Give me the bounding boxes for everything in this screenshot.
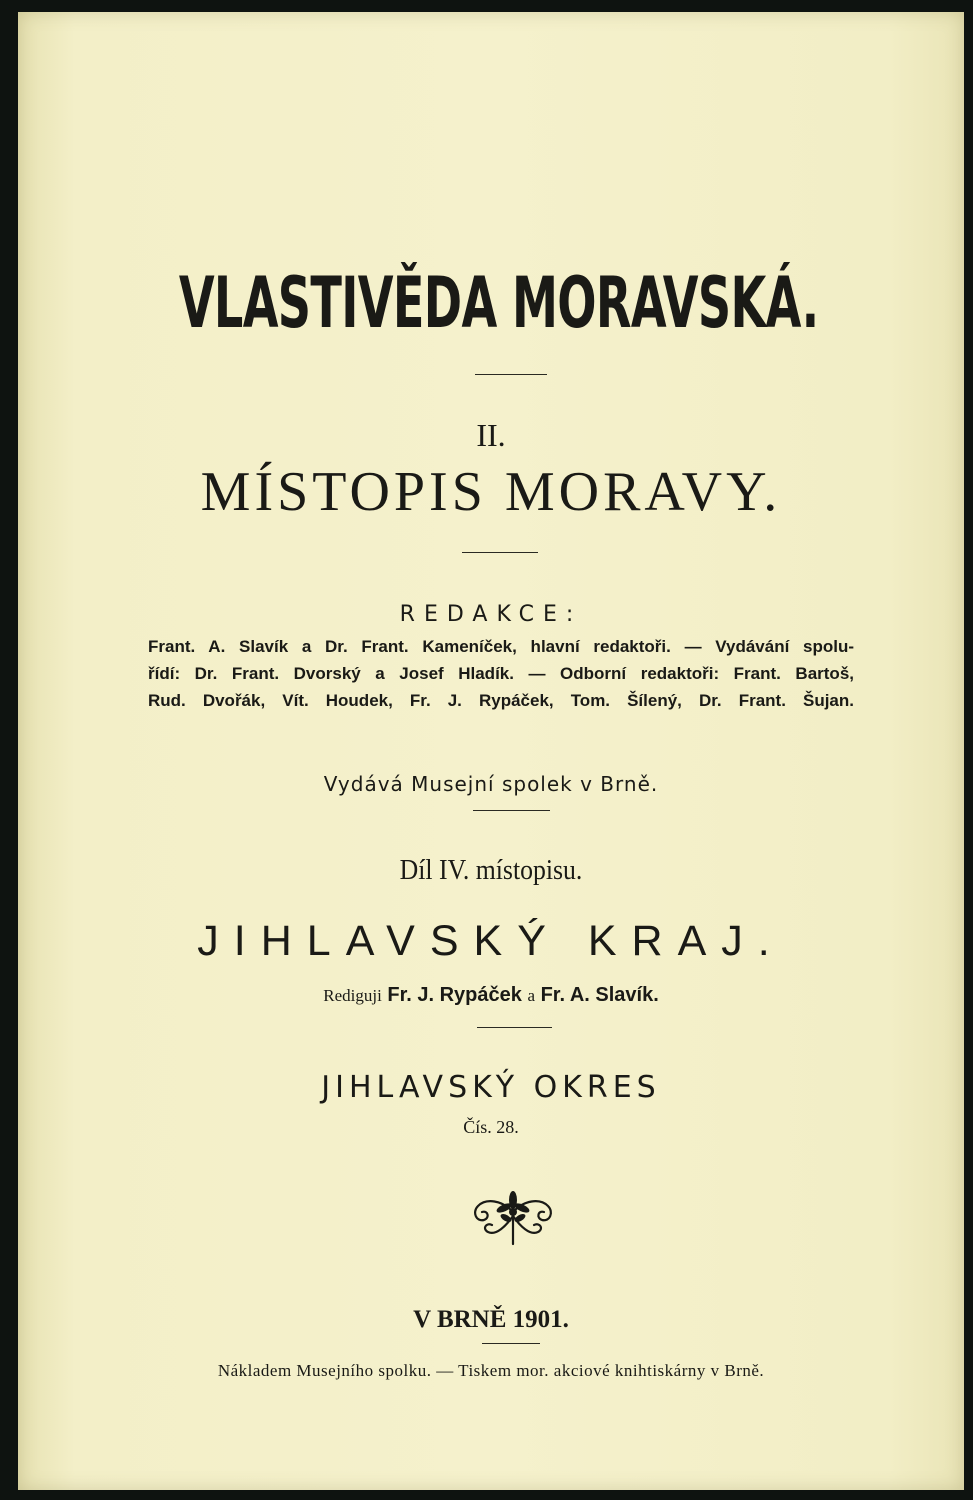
divider-rule — [462, 552, 538, 553]
divider-rule — [477, 1027, 552, 1028]
district-title: JIHLAVSKÝ OKRES — [321, 1070, 661, 1105]
region-editor-name: Fr. J. Rypáček — [387, 984, 522, 1006]
imprint-line: Nákladem Musejního spolku. — Tiskem mor. akciové knihtiskárny v Brně. — [217, 1361, 765, 1380]
volume-number: II. — [476, 417, 506, 453]
editors-line: Rud. Dvořák, Vít. Houdek, Fr. J. Rypáček, Tom. Šílený, Dr. Frant. Šujan. — [148, 691, 854, 710]
issue-number: Čís. 28. — [463, 1117, 519, 1137]
place-and-year: V BRNĚ 1901. — [413, 1306, 569, 1333]
region-editors — [18, 984, 964, 1007]
region-editor-name: Fr. A. Slavík. — [540, 984, 659, 1006]
divider-rule — [482, 1343, 540, 1344]
volume-title: MÍSTOPIS MORAVY. — [200, 461, 782, 523]
part-label: Díl IV. místopisu. — [399, 855, 583, 886]
region-title: JIHLAVSKÝ KRAJ. — [197, 917, 785, 965]
region-editors-prefix: Rediguji — [323, 986, 382, 1005]
region-editors-conj: a — [527, 986, 535, 1005]
editors-line: Frant. A. Slavík a Dr. Frant. Kameníček, hlavní redaktoři. — Vydávání spolu- — [148, 637, 854, 656]
divider-rule — [475, 374, 547, 375]
editors-line: řídí: Dr. Frant. Dvorský a Josef Hladík. — Odborní redaktoři: Frant. Bartoš, — [148, 664, 854, 683]
fleuron-ornament-icon — [466, 1182, 561, 1252]
publisher-line: Vydává Musejní spolek v Brně. — [323, 772, 659, 796]
title-page — [18, 12, 964, 1490]
divider-rule — [473, 810, 550, 811]
main-title: VLASTIVĚDA MORAVSKÁ. — [178, 262, 819, 344]
redakce-heading: REDAKCE: — [399, 602, 583, 627]
editors-block — [148, 633, 854, 714]
